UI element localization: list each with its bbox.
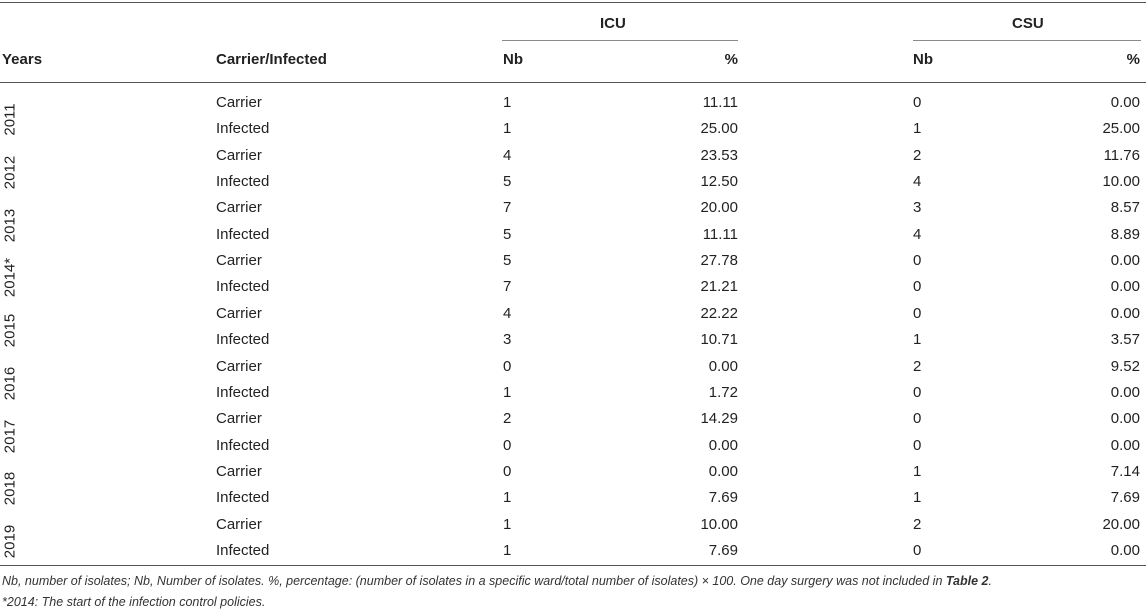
cell-csu-nb: 1	[913, 331, 922, 349]
cell-csu-pct: 0.00	[1110, 304, 1140, 322]
year-label: 2015	[1, 313, 19, 348]
cell-icu-pct: 10.00	[700, 515, 738, 533]
cell-csu-nb: 0	[913, 304, 922, 322]
year-label: 2013	[1, 208, 19, 242]
cell-status: Carrier	[216, 252, 262, 270]
cell-status: Carrier	[216, 304, 262, 322]
cell-csu-nb: 0	[913, 410, 922, 428]
cell-status: Infected	[216, 120, 270, 138]
cell-csu-nb: 1	[913, 462, 922, 480]
header-rule	[0, 82, 1146, 83]
cell-icu-nb: 0	[503, 462, 512, 480]
cell-csu-nb: 0	[913, 541, 922, 559]
cell-icu-nb: 4	[503, 304, 512, 322]
cell-icu-nb: 1	[503, 541, 512, 559]
footnote-2: *2014: The start of the infection control policies.	[2, 595, 266, 609]
cell-icu-pct: 10.71	[700, 331, 738, 349]
cell-icu-pct: 0.00	[708, 462, 738, 480]
cell-csu-pct: 0.00	[1110, 383, 1140, 401]
year-label: 2014*	[1, 258, 19, 298]
year-label: 2011	[1, 103, 19, 136]
header-icu: ICU	[600, 15, 626, 32]
cell-status: Infected	[216, 489, 270, 507]
cell-icu-pct: 0.00	[708, 357, 738, 375]
cell-icu-nb: 1	[503, 94, 512, 111]
cell-icu-nb: 7	[503, 199, 512, 217]
cell-icu-pct: 7.69	[708, 541, 738, 559]
cell-status: Infected	[216, 383, 270, 401]
cell-csu-pct: 25.00	[1102, 120, 1140, 138]
cell-csu-nb: 2	[913, 146, 922, 164]
cell-csu-nb: 0	[913, 436, 922, 454]
bottom-rule	[0, 565, 1146, 566]
cell-status: Infected	[216, 225, 270, 243]
cell-csu-pct: 11.76	[1103, 146, 1140, 164]
cell-icu-nb: 1	[503, 489, 512, 507]
cell-csu-pct: 3.57	[1110, 331, 1140, 349]
cell-csu-pct: 0.00	[1110, 410, 1140, 428]
cell-icu-pct: 11.11	[702, 94, 738, 111]
cell-csu-nb: 0	[913, 252, 922, 270]
cell-csu-nb: 2	[913, 515, 922, 533]
cell-icu-nb: 3	[503, 331, 512, 349]
cell-csu-nb: 4	[913, 225, 922, 243]
cell-status: Carrier	[216, 357, 262, 375]
cell-icu-pct: 25.00	[700, 120, 738, 138]
cell-csu-nb: 1	[913, 120, 922, 138]
cell-csu-pct: 0.00	[1110, 436, 1140, 454]
header-csu-pct: %	[1126, 51, 1140, 68]
cell-icu-pct: 20.00	[700, 199, 738, 217]
cell-csu-pct: 0.00	[1110, 541, 1140, 559]
cell-status: Carrier	[216, 515, 262, 533]
header-icu-nb: Nb	[503, 51, 523, 68]
cell-icu-pct: 21.21	[700, 278, 738, 296]
cell-status: Infected	[216, 331, 270, 349]
cell-status: Carrier	[216, 410, 262, 428]
footnote-1	[2, 574, 992, 588]
cell-icu-pct: 23.53	[700, 146, 738, 164]
cell-icu-pct: 7.69	[708, 489, 738, 507]
year-label: 2018	[1, 472, 19, 506]
cell-csu-pct: 7.14	[1110, 462, 1140, 480]
cell-icu-nb: 2	[503, 410, 512, 428]
cell-csu-pct: 9.52	[1110, 357, 1140, 375]
year-label: 2017	[1, 419, 19, 453]
cell-icu-pct: 12.50	[700, 173, 738, 191]
cell-icu-nb: 0	[503, 436, 512, 454]
csu-group-rule	[913, 40, 1141, 41]
header-years: Years	[2, 51, 43, 68]
cell-icu-nb: 0	[503, 357, 512, 375]
cell-status: Carrier	[216, 94, 262, 111]
cell-icu-nb: 7	[503, 278, 512, 296]
cell-csu-pct: 0.00	[1110, 252, 1140, 270]
cell-icu-nb: 1	[503, 515, 512, 533]
cell-csu-pct: 0.00	[1110, 94, 1140, 111]
cell-icu-nb: 1	[503, 120, 512, 138]
footnote-table-ref: Table 2	[945, 574, 989, 588]
cell-csu-nb: 0	[913, 278, 922, 296]
cell-csu-nb: 3	[913, 199, 922, 217]
header-icu-pct: %	[724, 51, 738, 68]
year-label: 2012	[1, 155, 19, 190]
cell-csu-pct: 8.57	[1110, 199, 1140, 217]
year-label: 2016	[1, 366, 19, 401]
cell-icu-nb: 1	[503, 383, 512, 401]
footnote-1-text: Nb, number of isolates; Nb, Number of isolates. %, percentage: (number of isolates in a specific ward/total number of isolates) × 100. One day surgery was not included in	[2, 574, 946, 588]
cell-csu-nb: 2	[913, 357, 922, 375]
cell-status: Carrier	[216, 199, 262, 217]
icu-group-rule	[502, 40, 738, 41]
cell-status: Infected	[216, 541, 270, 559]
cell-status: Carrier	[216, 146, 262, 164]
cell-csu-nb: 0	[913, 383, 922, 401]
cell-icu-pct: 27.78	[700, 252, 738, 270]
cell-icu-pct: 1.72	[708, 383, 738, 401]
cell-csu-pct: 8.89	[1110, 225, 1140, 243]
cell-icu-pct: 0.00	[708, 436, 738, 454]
footnote-1-end: .	[988, 574, 992, 588]
cell-icu-nb: 5	[503, 225, 512, 243]
cell-csu-pct: 10.00	[1102, 173, 1140, 191]
cell-csu-nb: 4	[913, 173, 922, 191]
cell-status: Infected	[216, 436, 270, 454]
cell-csu-pct: 0.00	[1110, 278, 1140, 296]
cell-status: Infected	[216, 278, 270, 296]
year-label: 2019	[1, 524, 19, 559]
cell-icu-nb: 5	[503, 252, 512, 270]
cell-icu-nb: 4	[503, 146, 512, 164]
cell-status: Carrier	[216, 462, 262, 480]
header-carrier-infected: Carrier/Infected	[216, 51, 327, 68]
cell-csu-pct: 7.69	[1110, 489, 1140, 507]
cell-icu-pct: 22.22	[700, 304, 738, 322]
header-csu-nb: Nb	[913, 51, 933, 68]
cell-csu-nb: 1	[913, 489, 922, 507]
cell-csu-nb: 0	[913, 94, 922, 111]
cell-icu-pct: 11.11	[702, 225, 738, 243]
header-csu: CSU	[1012, 15, 1044, 32]
cell-csu-pct: 20.00	[1102, 515, 1140, 533]
cell-icu-nb: 5	[503, 173, 512, 191]
cell-icu-pct: 14.29	[700, 410, 738, 428]
cell-status: Infected	[216, 173, 270, 191]
top-rule	[0, 2, 1146, 3]
